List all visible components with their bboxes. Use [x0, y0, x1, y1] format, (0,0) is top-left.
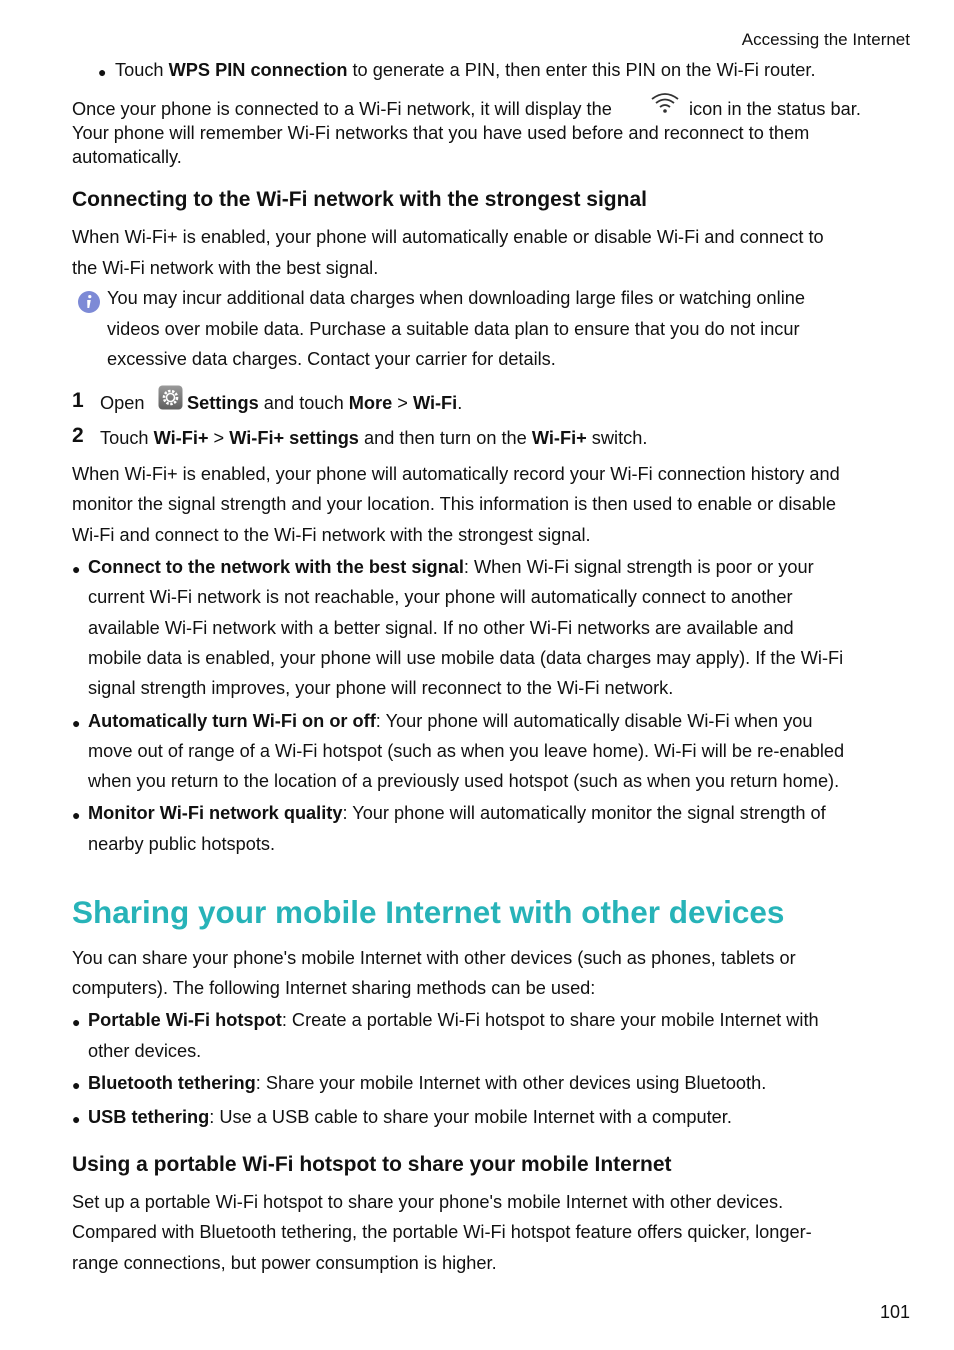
- paragraph-line: the Wi-Fi network with the best signal.: [72, 258, 379, 278]
- step2-text: Touch Wi-Fi+ > Wi-Fi+ settings and then turn on the Wi-Fi+ switch.: [100, 428, 648, 448]
- bullet-dot: ●: [72, 1111, 81, 1127]
- bullet-line: available Wi-Fi network with a better signal. If no other Wi-Fi networks are available and: [88, 618, 794, 638]
- paragraph-line: Compared with Bluetooth tethering, the portable Wi-Fi hotspot feature offers quicker, longer-: [72, 1222, 812, 1242]
- bullet-line: mobile data is enabled, your phone will use mobile data (data charges may apply). If the Wi-Fi: [88, 648, 844, 668]
- info-icon: [77, 290, 101, 319]
- step-number: 2: [72, 424, 84, 447]
- bullet-line: nearby public hotspots.: [88, 834, 276, 854]
- paragraph-line: You can share your phone's mobile Internet with other devices (such as phones, tablets or: [72, 948, 796, 968]
- paragraph-line: Set up a portable Wi-Fi hotspot to share your phone's mobile Internet with other devices.: [72, 1192, 784, 1212]
- bullet-line: Bluetooth tethering: Share your mobile Internet with other devices using Bluetooth.: [88, 1073, 767, 1093]
- step1-text: Settings and touch More > Wi-Fi.: [187, 393, 463, 413]
- step-number: 1: [72, 389, 84, 412]
- bullet-dot: ●: [72, 1014, 81, 1030]
- bullet-line: current Wi-Fi network is not reachable, your phone will automatically connect to another: [88, 587, 793, 607]
- bullet-line: other devices.: [88, 1041, 202, 1061]
- bullet-dot: ●: [98, 64, 107, 80]
- bullet-dot: ●: [72, 561, 81, 577]
- section-title: Sharing your mobile Internet with other devices: [72, 894, 785, 930]
- paragraph-line: When Wi-Fi+ is enabled, your phone will automatically record your Wi-Fi connection history and: [72, 464, 840, 484]
- bullet-dot: ●: [72, 807, 81, 823]
- bullet-line: when you return to the location of a previously used hotspot (such as when you return home).: [88, 771, 840, 791]
- paragraph-line: Once your phone is connected to a Wi-Fi network, it will display the: [72, 99, 612, 119]
- section-heading: Using a portable Wi-Fi hotspot to share your mobile Internet: [72, 1153, 672, 1176]
- bullet-dot: ●: [72, 715, 81, 731]
- paragraph-line: automatically.: [72, 147, 182, 167]
- note-line: excessive data charges. Contact your carrier for details.: [107, 349, 556, 369]
- bullet-dot: ●: [72, 1077, 81, 1093]
- paragraph-line: Your phone will remember Wi-Fi networks that you have used before and reconnect to them: [72, 123, 810, 143]
- note-line: You may incur additional data charges when downloading large files or watching online: [107, 288, 805, 308]
- bullet-line: Automatically turn Wi-Fi on or off: Your phone will automatically disable Wi-Fi when you: [88, 711, 813, 731]
- bullet-line: move out of range of a Wi-Fi hotspot (such as when you leave home). Wi-Fi will be re-enabled: [88, 741, 845, 761]
- bullet-line: signal strength improves, your phone will reconnect to the Wi-Fi network.: [88, 678, 674, 698]
- paragraph-line: When Wi-Fi+ is enabled, your phone will automatically enable or disable Wi-Fi and connect to: [72, 227, 824, 247]
- bullet-line: Portable Wi-Fi hotspot: Create a portable Wi-Fi hotspot to share your mobile Internet with: [88, 1010, 819, 1030]
- settings-gear-icon: [158, 385, 183, 415]
- paragraph-line: Wi-Fi and connect to the Wi-Fi network with the strongest signal.: [72, 525, 591, 545]
- section-heading: Connecting to the Wi-Fi network with the strongest signal: [72, 188, 647, 211]
- page-number: 101: [879, 1302, 910, 1322]
- bullet-line: Connect to the network with the best signal: When Wi-Fi signal strength is poor or your: [88, 557, 814, 577]
- wps-bullet: Touch WPS PIN connection to generate a PIN, then enter this PIN on the Wi-Fi router.: [115, 60, 816, 80]
- step-open-label: Open: [100, 393, 145, 413]
- paragraph-line: computers). The following Internet sharing methods can be used:: [72, 978, 596, 998]
- paragraph-line: range connections, but power consumption is higher.: [72, 1253, 497, 1273]
- wifi-icon: [650, 92, 680, 119]
- bullet-line: Monitor Wi-Fi network quality: Your phone will automatically monitor the signal strength of: [88, 803, 826, 823]
- paragraph-line: monitor the signal strength and your location. This information is then used to enable or disable: [72, 494, 836, 514]
- running-header: Accessing the Internet: [741, 30, 910, 49]
- note-line: videos over mobile data. Purchase a suitable data plan to ensure that you do not incur: [107, 319, 800, 339]
- bullet-line: USB tethering: Use a USB cable to share your mobile Internet with a computer.: [88, 1107, 732, 1127]
- paragraph-line: icon in the status bar.: [689, 99, 861, 119]
